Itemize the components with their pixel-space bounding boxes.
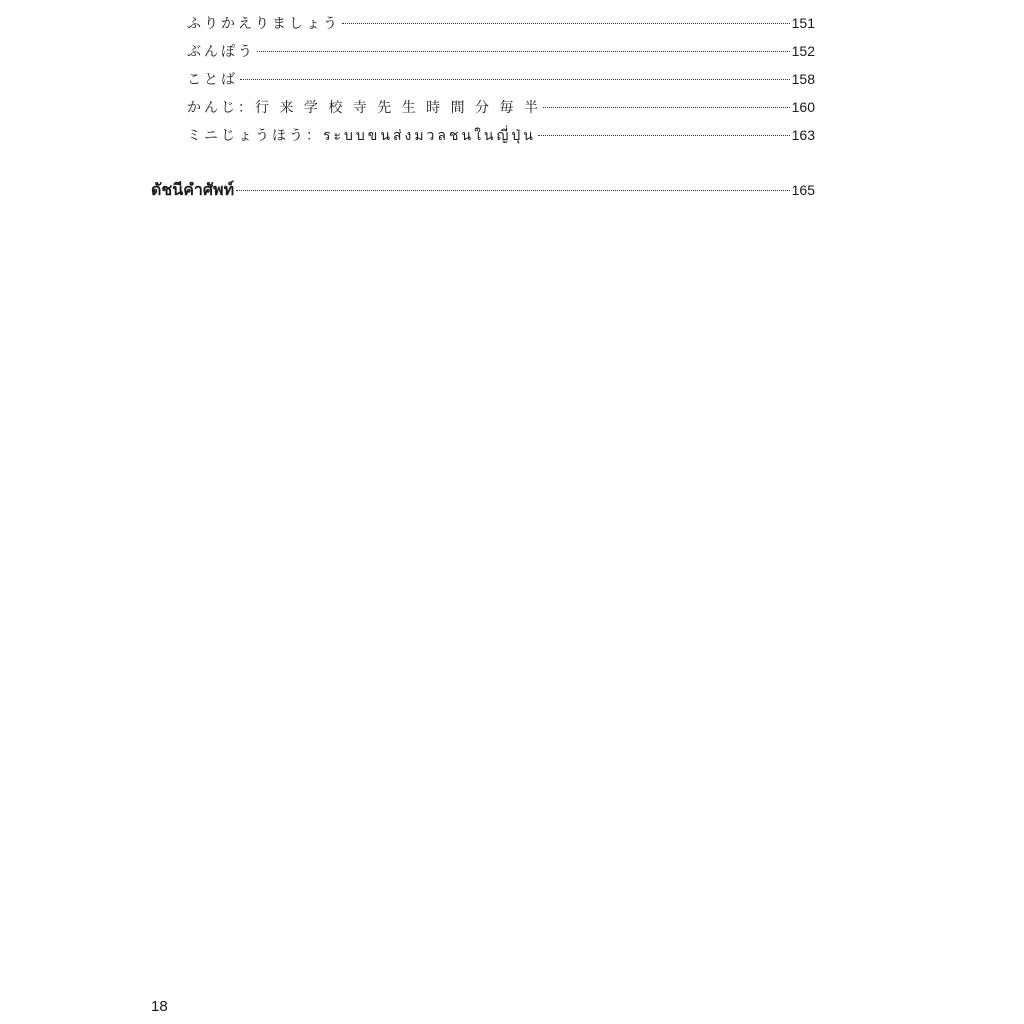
page-number: 18 xyxy=(151,998,168,1015)
toc-entry-page: 163 xyxy=(791,127,815,143)
dot-leader xyxy=(538,122,790,140)
toc-entry-vocabulary-index[interactable] xyxy=(151,177,815,199)
dot-leader xyxy=(236,177,790,195)
dot-leader xyxy=(257,38,790,56)
toc-entry-furikaerimashou[interactable] xyxy=(187,10,815,33)
toc-entry-page: 152 xyxy=(791,43,815,59)
toc-entry-page: 151 xyxy=(791,15,815,31)
dot-leader xyxy=(543,94,790,112)
toc-entry-page: 158 xyxy=(791,71,815,87)
toc-entry-kotoba[interactable] xyxy=(187,66,815,89)
toc-entry-page: 165 xyxy=(791,182,815,198)
toc-entry-label: ดัชนีคำศัพท์ xyxy=(151,180,235,199)
toc-entry-mini-jouhou[interactable] xyxy=(187,122,815,145)
toc-entry-label: ことば xyxy=(187,72,238,88)
dot-leader xyxy=(240,66,790,84)
toc-entry-label: かんじ：行 来 学 校 寺 先 生 時 間 分 毎 半 xyxy=(187,100,541,116)
dot-leader xyxy=(342,10,790,28)
toc-entry-page: 160 xyxy=(791,99,815,115)
toc-entry-label: ふりかえりましょう xyxy=(187,16,340,32)
toc-entry-bunpou[interactable] xyxy=(187,38,815,61)
toc-entry-label: ミニじょうほう：ระบบขนส่งมวลชนในญี่ปุ่น xyxy=(187,128,536,144)
toc-entry-kanji[interactable] xyxy=(187,94,815,117)
toc-entry-label: ぶんぽう xyxy=(187,44,255,60)
